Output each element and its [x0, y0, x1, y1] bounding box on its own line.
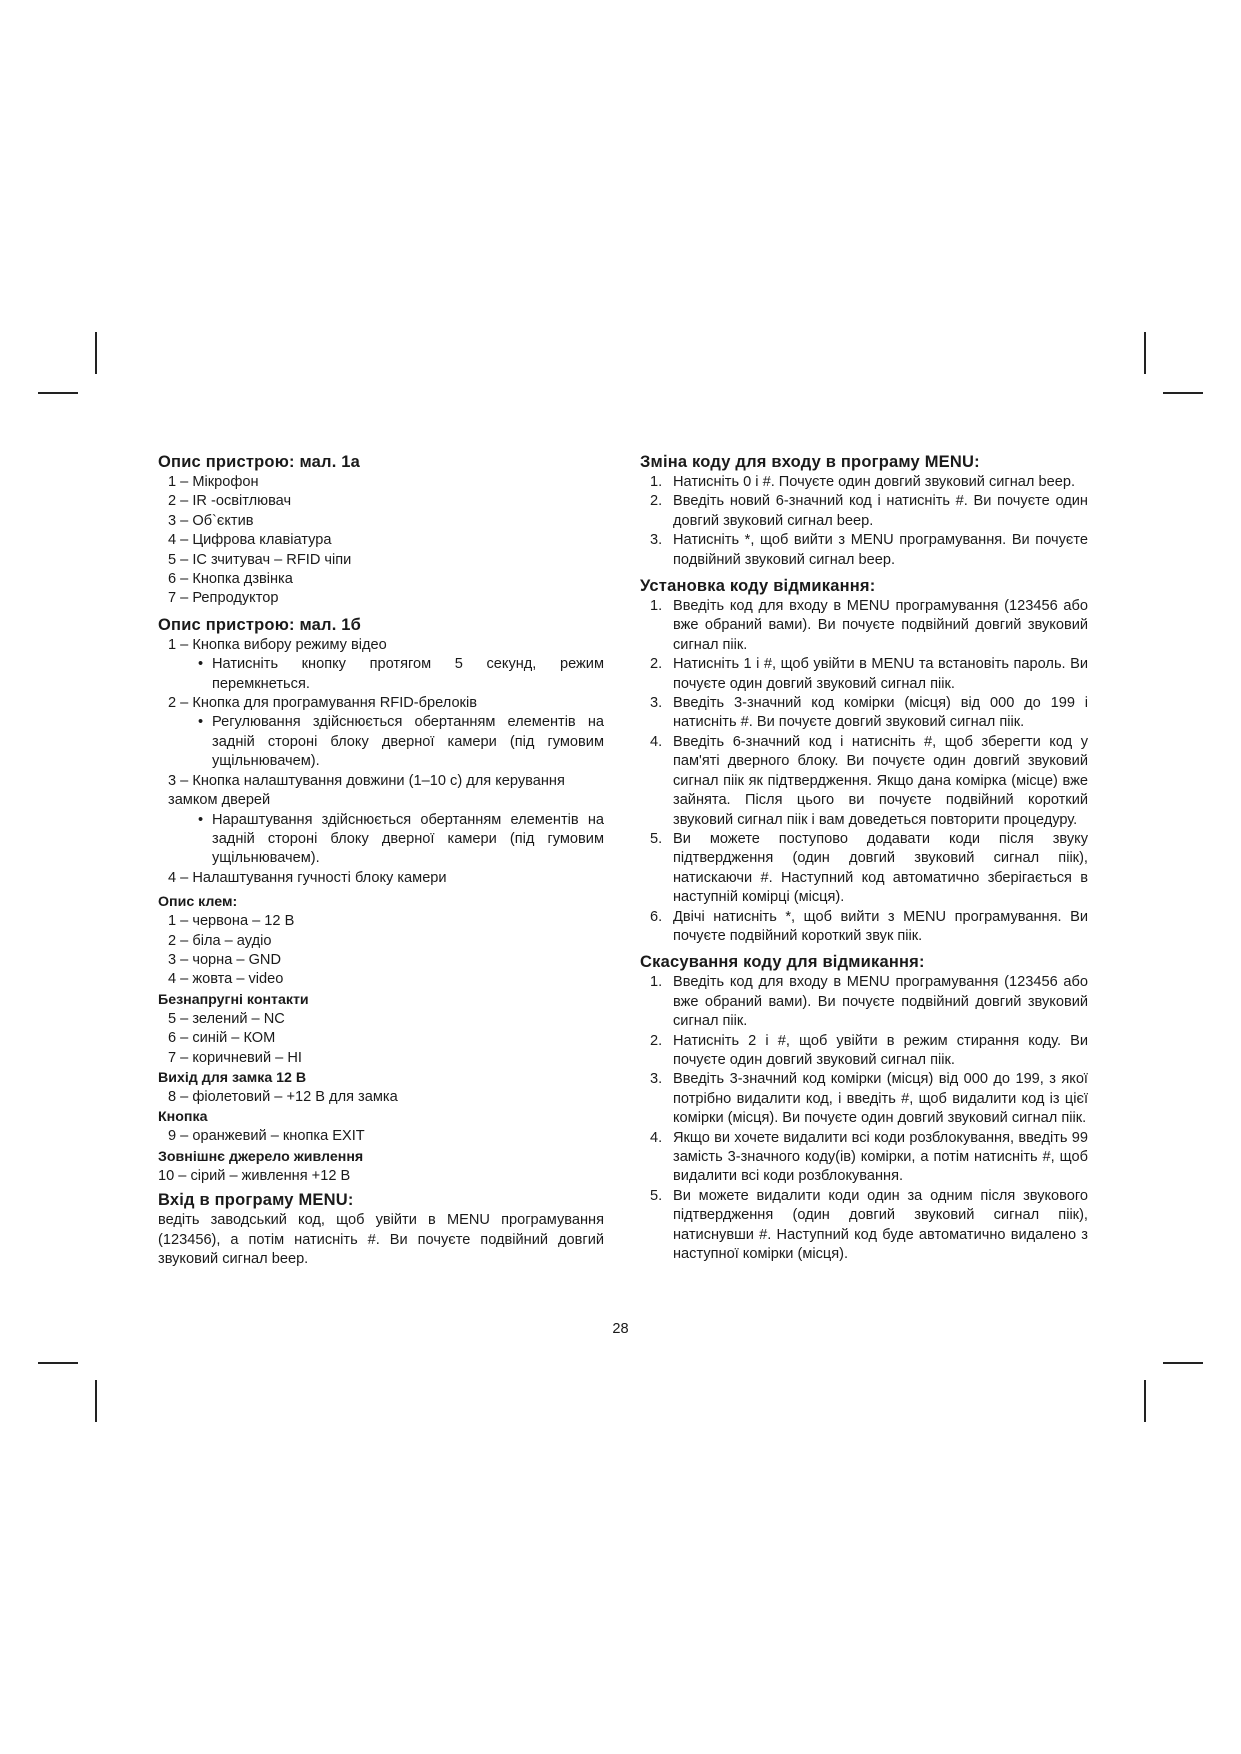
list-item: 3 – Кнопка налаштування довжини (1–10 с) для керування замком дверей: [168, 772, 565, 809]
numbered-item: 1. Введіть код для входу в MENU програмування (123456 або вже обраний вами). Ви почуєте подвійний довгий звуковий сигнал піік.: [650, 974, 1088, 1030]
list-item: 1 – Мікрофон: [168, 474, 259, 490]
set-code-title: Установка коду відмикання:: [640, 577, 876, 596]
numbered-item: 5. Ви можете видалити коди один за одним після звукового підтвердження (один довгий звуковий сигнал піік), натиснувши #. Наступний код буде автоматично видалено з наступної комірки (місця).: [650, 1187, 1088, 1263]
numbered-item: 4. Введіть 6-значний код і натисніть #, щоб зберегти код у пам'яті дверного блоку. Ви почуєте один довгий звуковий сигнал піік як підтвердження. Якщо дана комірка (місце) вже зайнята. Після цього ви почуєте подвійний короткий звуковий сигнал піік і вам доведеться повторити процедуру.: [650, 733, 1088, 828]
button-title: Кнопка: [158, 1109, 208, 1126]
list-item: 10 – сірий – живлення +12 В: [158, 1167, 351, 1184]
device-1a-title: Опис пристрою: мал. 1а: [158, 453, 361, 471]
list-item: 8 – фіолетовий – +12 В для замка: [168, 1088, 398, 1105]
numbered-item: 1. Натисніть 0 і #. Почуєте один довгий звуковий сигнал beep.: [650, 474, 1076, 490]
numbered-item: 3. Введіть 3-значний код комірки (місця) від 000 до 199 і натисніть #. Ви почуєте довгий звуковий сигнал піік.: [650, 695, 1088, 731]
crop-mark-bottom-left-v: [95, 1380, 97, 1422]
numbered-item: 1. Введіть код для входу в MENU програмування (123456 або вже обраний вами). Ви почуєте подвійний довгий звуковий сигнал піік.: [650, 598, 1088, 653]
device-1b-title: Опис пристрою: мал. 1б: [158, 615, 362, 634]
list-item: 9 – оранжевий – кнопка EXIT: [168, 1128, 365, 1145]
numbered-item: 6. Двічі натисніть *, щоб вийти з MENU програмування. Ви почуєте подвійний короткий звук піік.: [650, 908, 1088, 944]
numbered-item: 2. Натисніть 1 і #, щоб увійти в MENU та встановіть пароль. Ви почуєте один довгий звуковий сигнал піік.: [650, 656, 1088, 692]
crop-mark-bottom-left-h: [38, 1362, 78, 1364]
crop-mark-top-left-h: [38, 392, 78, 394]
left-column: [158, 452, 604, 1269]
cancel-code-title: Скасування коду для відмикання:: [640, 953, 925, 972]
change-code-title: Зміна коду для входу в програму MENU:: [640, 453, 980, 471]
terminals-title: Опис клем:: [158, 894, 238, 911]
list-item: 6 – Кнопка дзвінка: [168, 571, 293, 588]
crop-mark-top-right-h: [1163, 392, 1203, 394]
list-item: 1 – Кнопка вибору режиму відео: [168, 636, 387, 653]
list-item: 4 – жовта – video: [168, 971, 284, 988]
numbered-item: 3. Натисніть *, щоб вийти з MENU програмування. Ви почуєте подвійний звуковий сигнал beep.: [650, 532, 1088, 568]
crop-mark-bottom-right-v: [1144, 1380, 1146, 1422]
bullet-item: • Нараштування здійснюється обертанням елементів на задній стороні блоку дверної камери (під гумовим ущільнювачем).: [158, 811, 604, 869]
numbered-item: 5. Ви можете поступово додавати коди після звуку підтвердження (один довгий звуковий сигнал піік), натискаючи #. Наступний код автоматично зберігається в наступній комірці (місця).: [650, 830, 1088, 906]
list-item: 4 – Цифрова клавіатура: [168, 532, 332, 549]
list-item: 2 – біла – аудіо: [168, 932, 272, 949]
lock-output-title: Вихід для замка 12 В: [158, 1069, 307, 1086]
page-number: 28: [612, 1321, 629, 1337]
bullet-item: • Натисніть кнопку протягом 5 секунд, режим перемкнеться.: [158, 655, 604, 694]
list-item: 3 – чорна – GND: [168, 951, 282, 968]
list-item: 5 – зелений – NC: [168, 1010, 285, 1027]
numbered-item: 2. Натисніть 2 і #, щоб увійти в режим стирання коду. Ви почуєте один довгий звуковий сигнал піік.: [650, 1032, 1088, 1068]
list-item: 3 – Об`єктив: [168, 512, 254, 529]
numbered-item: 3. Введіть 3-значний код комірки (місця) від 000 до 199, з якої потрібно видалити код, і введіть #, щоб видалити код із цієї комірки (місця). Ви почуєте один довгий звуковий сигнал піік.: [650, 1071, 1088, 1127]
crop-mark-top-right-v: [1144, 332, 1146, 374]
bullet-item: • Регулювання здійснюється обертанням елементів на задній стороні блоку дверної камери (під гумовим ущільнювачем).: [158, 713, 604, 771]
right-column: [640, 452, 1088, 1264]
list-item: 2 – Кнопка для програмування RFID-брелоків: [168, 695, 477, 712]
numbered-item: 2. Введіть новий 6-значний код і натисніть #. Ви почуєте один довгий звуковий сигнал beep.: [650, 493, 1088, 529]
crop-mark-top-left-v: [95, 332, 97, 374]
crop-mark-bottom-right-h: [1163, 1362, 1203, 1364]
list-item: 7 – коричневий – HI: [168, 1049, 302, 1066]
power-title: Зовнішнє джерело живлення: [158, 1148, 364, 1165]
menu-entry-title: Вхід в програму MENU:: [158, 1191, 354, 1210]
list-item: 4 – Налаштування гучності блоку камери: [168, 869, 447, 886]
list-item: 5 – IC зчитувач – RFID чіпи: [168, 551, 352, 568]
numbered-item: 4. Якщо ви хочете видалити всі коди розблокування, введіть 99 замість 3-значного коду(ів) комірки, а потім натисніть #, щоб видалити всі коди розблокування.: [650, 1129, 1088, 1185]
list-item: 2 – IR -освітлювач: [168, 493, 292, 510]
contacts-title: Безнапругні контакти: [158, 991, 309, 1008]
list-item: 7 – Репродуктор: [168, 590, 279, 607]
list-item: 6 – синій – КОМ: [168, 1030, 276, 1047]
list-item: 1 – червона – 12 В: [168, 913, 295, 930]
menu-entry-text: ведіть заводський код, щоб увійти в MENU програмування (123456), а потім натисніть #. Ви почуєте подвійний довгий звуковий сигнал beep.: [158, 1212, 604, 1267]
